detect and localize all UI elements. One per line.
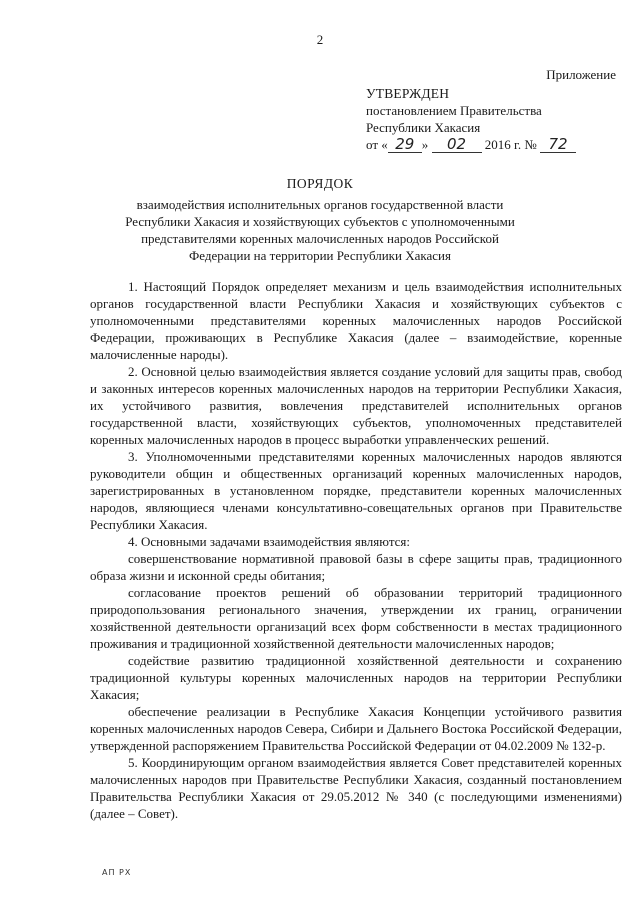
paragraph-4-item-1: совершенствование нормативной правовой базы в сфере защиты прав, традиционного образа жизни и исконной среды обитания; bbox=[90, 551, 622, 583]
paragraph-1: 1. Настоящий Порядок определяет механизм и цель взаимодействия исполнительных органов государственной власти Республики Хакасия и хозяйствующих субъектов с уполномоченными представителями коренных малочисленных народов Российской Федерации, проживающих в Республике Хакасия (далее – взаимодействие, коренные малочисленные народы). bbox=[90, 279, 622, 362]
paragraph-4: 4. Основными задачами взаимодействия являются: bbox=[128, 534, 411, 549]
date-mid: » bbox=[421, 137, 429, 152]
paragraph-3: 3. Уполномоченными представителями коренных малочисленных народов являются руководители общин и общественных организаций коренных малочисленных народов, зарегистрированных в установленном порядке, представители коренных малочисленных народов, являющиеся членами консультативно-совещательных органов при Правительстве Республики Хакасия. bbox=[90, 449, 622, 532]
document-title: ПОРЯДОК bbox=[286, 176, 354, 191]
paragraph-4-item-4: обеспечение реализации в Республике Хакасия Концепции устойчивого развития коренных малочисленных народов Севера, Сибири и Дальнего Востока Российской Федерации, утвержденной распоряжением Правительства Российской Федерации от 04.02.2009 № 132-р. bbox=[90, 704, 622, 753]
approval-line-1: постановлением Правительства bbox=[366, 103, 542, 118]
approval-date-line bbox=[366, 136, 616, 153]
year-text: 2016 г. № bbox=[484, 137, 537, 152]
paragraph-4-item-2: согласование проектов решений об образовании территорий традиционного природопользования регионального значения, утверждении их границ, ограничении хозяйственной деятельности организаций всех форм собственности в местах традиционного проживания и традиционной хозяйственной деятельности малочисленных народов; bbox=[90, 585, 622, 651]
footer-mark: АП РХ bbox=[102, 868, 132, 877]
appendix-label: Приложение bbox=[546, 67, 616, 82]
approval-stamp bbox=[366, 66, 616, 153]
paragraph-4-item-3: содействие развитию традиционной хозяйственной деятельности и сохранению традиционной культуры коренных малочисленных народов на территории Республики Хакасия; bbox=[90, 653, 622, 702]
approval-line-2: Республики Хакасия bbox=[366, 120, 481, 135]
page-number: 2 bbox=[316, 32, 324, 47]
document-subtitle: взаимодействия исполнительных органов государственной власти Республики Хакасия и хозяйствующих субъектов с уполномоченными представителями коренных малочисленных народов Российской Федерации на территории Республики Хакасия bbox=[125, 197, 515, 263]
handwritten-number: 72 bbox=[540, 137, 576, 153]
approved-label: УТВЕРЖДЕН bbox=[366, 86, 450, 101]
paragraph-5: 5. Координирующим органом взаимодействия является Совет представителей коренных малочисленных народов при Правительстве Республики Хакасия, созданный постановлением Правительства Республики Хакасия от 29.05.2012 № 340 (с последующими изменениями) (далее – Совет). bbox=[90, 755, 622, 821]
paragraph-2: 2. Основной целью взаимодействия является создание условий для защиты прав, свобод и законных интересов коренных малочисленных народов на территории Республики Хакасия, их устойчивого развития, вовлечения представителей исполнительных органов государственной власти, хозяйствующих субъектов, уполномоченных представителей коренных малочисленных народов в процесс выработки управленческих решений. bbox=[90, 364, 622, 447]
date-prefix: от « bbox=[366, 137, 388, 152]
handwritten-month: 02 bbox=[432, 137, 482, 153]
document-body bbox=[90, 278, 622, 822]
handwritten-day: 29 bbox=[388, 137, 422, 153]
